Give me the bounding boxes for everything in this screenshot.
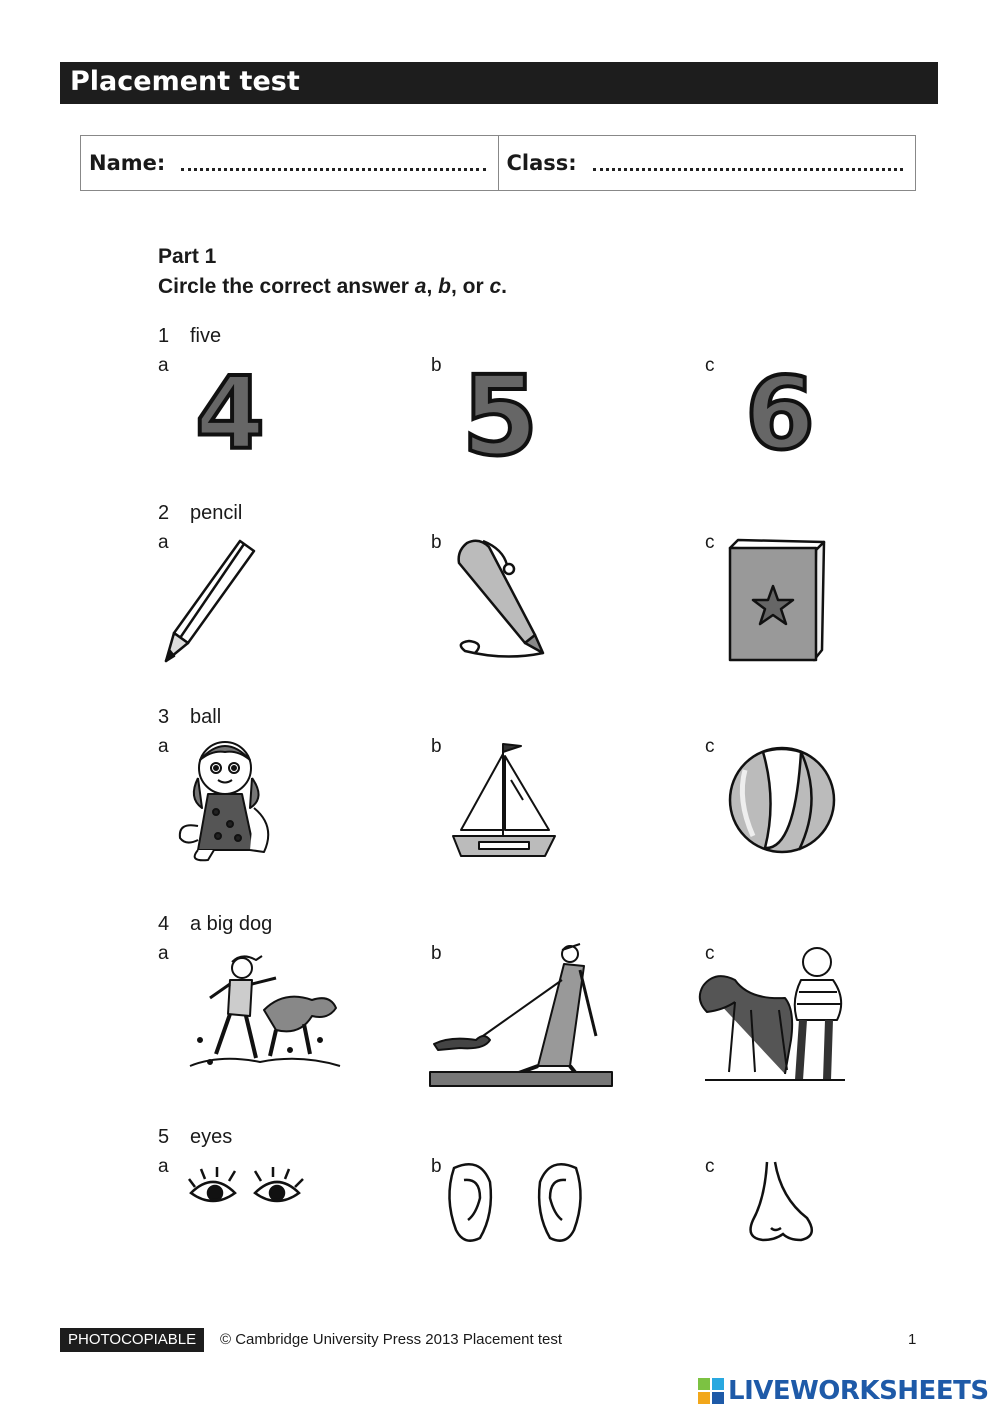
- svg-text:6: 6: [745, 358, 815, 458]
- option-letter: c: [705, 1156, 715, 1177]
- option-letter: c: [705, 736, 715, 757]
- page-title: Placement test: [70, 66, 300, 97]
- option-letter: c: [705, 355, 715, 376]
- question-text: a big dog: [190, 913, 273, 935]
- option-letter: a: [158, 943, 169, 964]
- option-letter: a: [158, 355, 169, 376]
- class-label: Class:: [506, 151, 577, 175]
- svg-text:5: 5: [461, 358, 539, 463]
- book-picture[interactable]: [720, 538, 830, 663]
- liveworksheets-text: LIVEWORKSHEETS: [728, 1376, 989, 1406]
- page-number: 1: [908, 1331, 917, 1348]
- question-text: five: [190, 325, 222, 347]
- number-5-picture[interactable]: [450, 358, 550, 463]
- man-with-small-dog-picture[interactable]: [420, 940, 615, 1090]
- liveworksheets-icon: [698, 1378, 724, 1404]
- eyes-picture[interactable]: [185, 1165, 315, 1220]
- option-letter: c: [705, 943, 715, 964]
- option-letter: c: [705, 532, 715, 553]
- option-letter: a: [158, 532, 169, 553]
- name-class-box: [80, 135, 916, 191]
- question-3: [158, 706, 221, 729]
- option-letter: a: [158, 1156, 169, 1177]
- nose-picture[interactable]: [735, 1158, 825, 1248]
- pencil-picture[interactable]: [158, 535, 258, 665]
- instruction: Circle the correct answer a, b, or c.: [158, 275, 508, 298]
- header-bar: [60, 62, 938, 104]
- question-2: [158, 502, 242, 525]
- option-letter: b: [431, 736, 442, 757]
- question-number: 1: [158, 325, 170, 347]
- ears-picture[interactable]: [440, 1158, 590, 1248]
- man-with-big-dog-picture[interactable]: [695, 940, 855, 1090]
- option-letter: b: [431, 355, 442, 376]
- question-4: [158, 913, 272, 936]
- name-dotted-line: [181, 166, 485, 171]
- question-5: [158, 1126, 232, 1149]
- question-text: pencil: [190, 502, 243, 524]
- name-field[interactable]: [81, 136, 498, 190]
- pen-picture[interactable]: [445, 535, 555, 665]
- number-6-picture[interactable]: [730, 358, 830, 458]
- question-number: 2: [158, 502, 170, 524]
- question-1: [158, 325, 221, 348]
- option-letter: b: [431, 1156, 442, 1177]
- doll-picture[interactable]: [168, 738, 283, 863]
- number-4-picture[interactable]: [180, 360, 280, 460]
- photocopiable-tag: PHOTOCOPIABLE: [60, 1328, 204, 1352]
- question-number: 3: [158, 706, 170, 728]
- question-number: 5: [158, 1126, 170, 1148]
- svg-text:4: 4: [195, 360, 265, 460]
- question-number: 4: [158, 913, 170, 935]
- option-letter: b: [431, 532, 442, 553]
- option-letter: b: [431, 943, 442, 964]
- liveworksheets-logo[interactable]: [698, 1376, 989, 1406]
- part-title: Part 1: [158, 245, 217, 268]
- option-letter: a: [158, 736, 169, 757]
- girl-with-dog-picture[interactable]: [180, 950, 345, 1075]
- question-text: eyes: [190, 1126, 233, 1148]
- copyright-text: © Cambridge University Press 2013 Placement test: [220, 1331, 563, 1348]
- beach-ball-picture[interactable]: [725, 740, 840, 860]
- name-label: Name:: [89, 151, 166, 175]
- class-field[interactable]: [498, 136, 916, 190]
- class-dotted-line: [593, 166, 903, 171]
- sailboat-picture[interactable]: [445, 740, 560, 865]
- question-text: ball: [190, 706, 222, 728]
